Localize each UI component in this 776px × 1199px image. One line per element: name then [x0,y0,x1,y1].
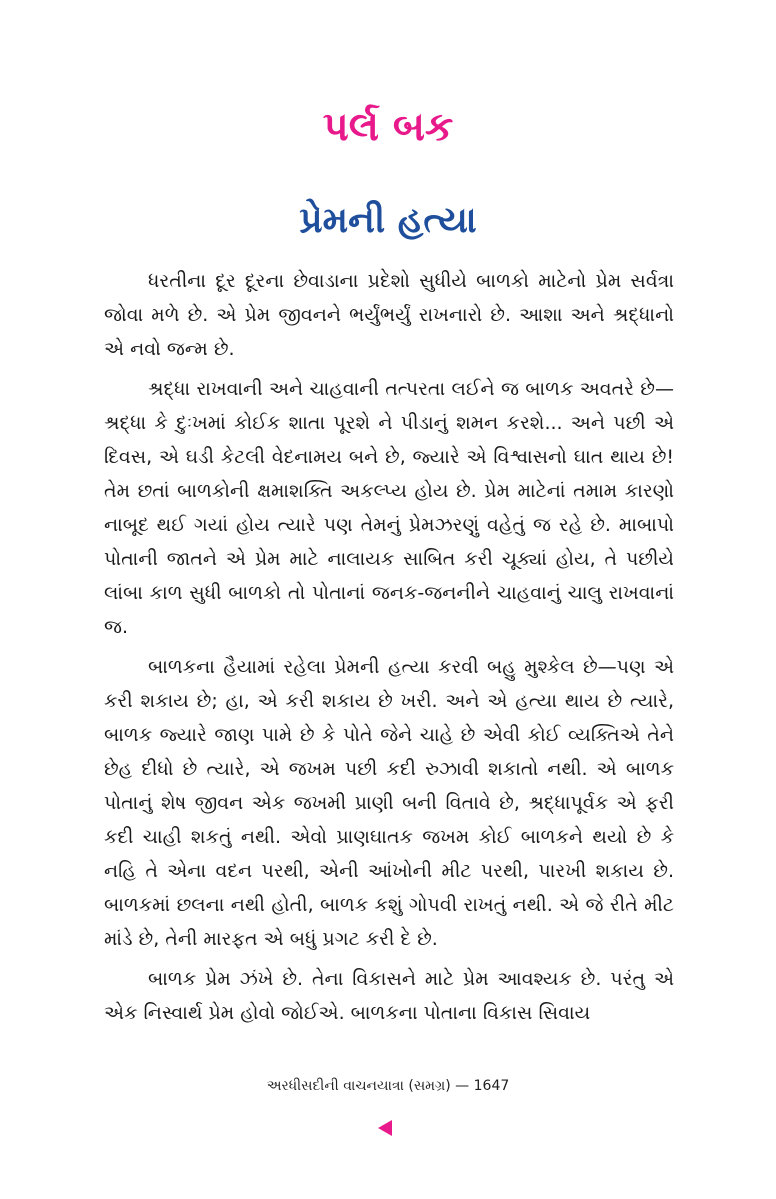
paragraph: બાળક પ્રેમ ઝંખે છે. તેના વિકાસને માટે પ્રેમ આવશ્યક છે. પરંતુ એ એક નિસ્વાર્થ પ્રેમ હોવો જોઈએ. બાળકના પોતાના વિકાસ સિવાય [104,968,674,1024]
page-title: પ્રેમની હત્યા [299,200,477,241]
paragraph: ધરતીના દૂર દૂરના છેવાડાના પ્રદેશો સુધીયે બાળકો માટેનો પ્રેમ સર્વત્રા જોવા મળે છે. એ પ્રેમ જીવનને ભર્યુંભર્યું રાખનારો છે. આશા અને શ્રદ્ધાનો એ નવો જન્મ છે. [104,270,674,360]
paragraph: શ્રદ્ધા રાખવાની અને ચાહવાની તત્પરતા લઈને જ બાળક અવતરે છે—શ્રદ્ધા કે દુઃખમાં કોઈક શાતા પૂરશે ને પીડાનું શમન કરશે... અને પછી એ દિવસ, એ ઘડી કેટલી વેદનામય બને છે, જ્યારે એ વિશ્વાસનો ઘાત થાય છે! તેમ છતાં બાળકોની ક્ષમાશક્તિ અકલ્પ્ય હોય છે. પ્રેમ માટેનાં તમામ કારણો નાબૂદ થઈ ગયાં હોય ત્યારે પણ તેમનું પ્રેમઝરણું વહેતું જ રહે છે. માબાપો પોતાની જાતને એ પ્રેમ માટે નાલાયક સાબિત કરી ચૂક્યાં હોય, તે પછીયે લાંબા કાળ સુધી બાળકો તો પોતાનાં જનક-જનનીને ચાહવાનું ચાલુ રાખવાનાં જ. [104,378,674,638]
previous-page-arrow-icon[interactable] [378,1120,392,1136]
author-heading: પર્લ બક [322,104,454,150]
page-footer: અરધીસદીની વાચનયાત્રા (સમગ્ર) — 1647 [266,1078,510,1094]
article-body [104,264,674,1036]
paragraph: બાળકના હૈયામાં રહેલા પ્રેમની હત્યા કરવી બહુ મુશ્કેલ છે—પણ એ કરી શકાય છે; હા, એ કરી શકાય છે ખરી. અને એ હત્યા થાય છે ત્યારે, બાળક જ્યારે જાણ પામે છે કે પોતે જેને ચાહે છે એવી કોઈ વ્યક્તિએ તેને છેહ દીધો છે ત્યારે, એ જખમ પછી કદી રુઝાવી શકાતો નથી. એ બાળક પોતાનું શેષ જીવન એક જખમી પ્રાણી બની વિતાવે છે, શ્રદ્ધાપૂર્વક એ ફરી કદી ચાહી શકતું નથી. એવો પ્રાણઘાતક જખમ કોઈ બાળકને થયો છે કે નહિ તે એના વદન પરથી, એની આંખોની મીટ પરથી, પારખી શકાય છે. બાળકમાં છલના નથી હોતી, બાળક કશું ગોપવી રાખતું નથી. એ જે રીતે મીટ માંડે છે, તેની મારફત એ બધું પ્રગટ કરી દે છે. [104,656,674,950]
